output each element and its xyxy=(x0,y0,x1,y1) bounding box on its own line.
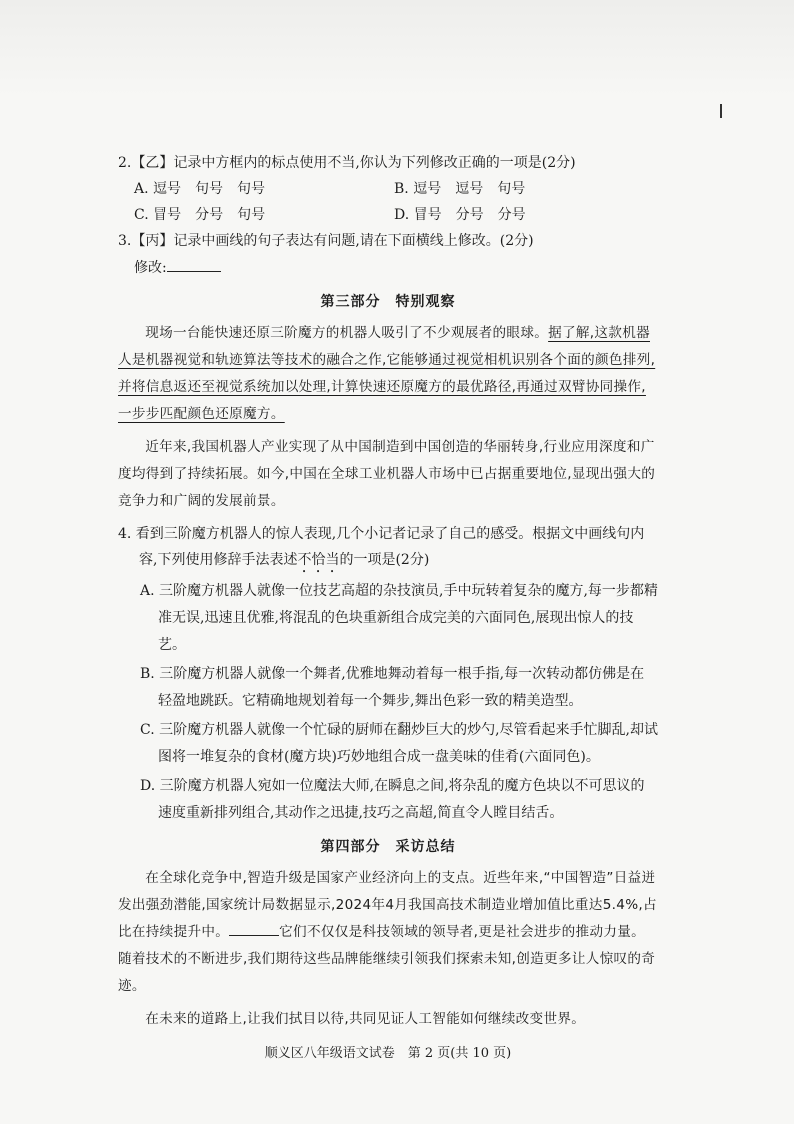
section-4-title: 第四部分 采访总结 xyxy=(320,839,456,855)
question-4-text-before: 4. 看到三阶魔方机器人的惊人表现,几个小记者记录了自己的感受。根据文中画线句内容,下列使用修辞手法表述 xyxy=(118,526,645,568)
revise-line xyxy=(118,254,658,282)
fill-blank[interactable] xyxy=(229,921,279,936)
section-3-title: 第三部分 特别观察 xyxy=(320,294,456,310)
section-4-paragraph-2: 在未来的道路上,让我们拭目以待,共同见证人工智能如何继续改变世界。 xyxy=(145,1011,586,1027)
question-4 xyxy=(118,521,658,576)
page-footer: 顺义区八年级语文试卷 第 2 页(共 10 页) xyxy=(264,1046,512,1061)
option-d: D. 冒号 分号 分号 xyxy=(394,207,526,223)
section-3-paragraph-1 xyxy=(118,320,658,428)
question-2-options-row-1 xyxy=(118,176,658,202)
section-3-paragraph-2: 近年来,我国机器人产业实现了从中国制造到中国创造的华丽转身,行业应用深度和广度均得到了持续拓展。如今,中国在全球工业机器人市场中已占据重要地位,显现出强大的竞争力和广阔的发展前景。 xyxy=(118,439,656,509)
emphasis-dotted-text: 不恰当 xyxy=(297,552,340,568)
question-2-options-row-2 xyxy=(118,202,658,228)
question-4-option-c: C. 三阶魔方机器人就像一个忙碌的厨师在翻炒巨大的炒勺,尽管看起来手忙脚乱,却试图将一堆复杂的食材(魔方块)巧妙地组合成一盘美味的佳肴(六面同色)。 xyxy=(140,722,659,765)
option-a: A. 逗号 句号 句号 xyxy=(134,181,266,197)
question-4-text-after: 的一项是(2分) xyxy=(339,552,430,568)
revise-label: 修改: xyxy=(134,260,167,276)
option-b: B. 逗号 逗号 句号 xyxy=(394,181,526,197)
question-3: 3.【丙】记录中画线的句子表达有问题,请在下面横线上修改。(2分) xyxy=(118,233,534,249)
scan-mark xyxy=(720,104,722,118)
paragraph-part-a: 在全球化竞争中,智造升级是国家产业经济向上的支点。近些年来,“中国智造”日益迸发出强劲潜能,国家统计局数据显示,2024年4月我国高技术制造业增加值比重达5.4%,占比在持续提升中。 xyxy=(118,870,657,940)
scan-top-edge xyxy=(0,0,794,96)
question-4-option-a: A. 三阶魔方机器人就像一位技艺高超的杂技演员,手中玩转着复杂的魔方,每一步都精准无误,迅速且优雅,将混乱的色块重新组合成完美的六面同色,展现出惊人的技艺。 xyxy=(140,583,658,653)
question-4-option-d: D. 三阶魔方机器人宛如一位魔法大师,在瞬息之间,将杂乱的魔方色块以不可思议的速度重新排列组合,其动作之迅捷,技巧之高超,简直令人瞠目结舌。 xyxy=(140,778,645,821)
section-4-paragraph-1 xyxy=(118,865,658,1000)
exam-page xyxy=(118,150,658,1065)
answer-blank[interactable] xyxy=(167,257,221,272)
question-4-option-b: B. 三阶魔方机器人就像一个舞者,优雅地舞动着每一根手指,每一次转动都仿佛是在轻盈地跳跃。它精确地规划着每一个舞步,舞出色彩一致的精美造型。 xyxy=(140,666,645,709)
paragraph-plain-text: 现场一台能快速还原三阶魔方的机器人吸引了不少观展者的眼球。 xyxy=(145,325,549,341)
underlined-sentence: 据了解,这款机器人是机器视觉和轨迹算法等技术的融合之作,它能够通过视觉相机识别各个面的颜色排列,并将信息返还至视觉系统加以处理,计算快速还原魔方的最优路径,再通过双臂协同操作,一步步匹配颜色还原魔方。 xyxy=(118,325,656,422)
paragraph-part-b: 它们不仅仅是科技领域的领导者,更是社会进步的推动力量。随着技术的不断进步,我们期待这些品牌能继续引领我们探索未知,创造更多让人惊叹的奇迹。 xyxy=(118,924,656,994)
option-c: C. 冒号 分号 句号 xyxy=(134,207,266,223)
question-2: 2.【乙】记录中方框内的标点使用不当,你认为下列修改正确的一项是(2分) xyxy=(118,155,576,171)
